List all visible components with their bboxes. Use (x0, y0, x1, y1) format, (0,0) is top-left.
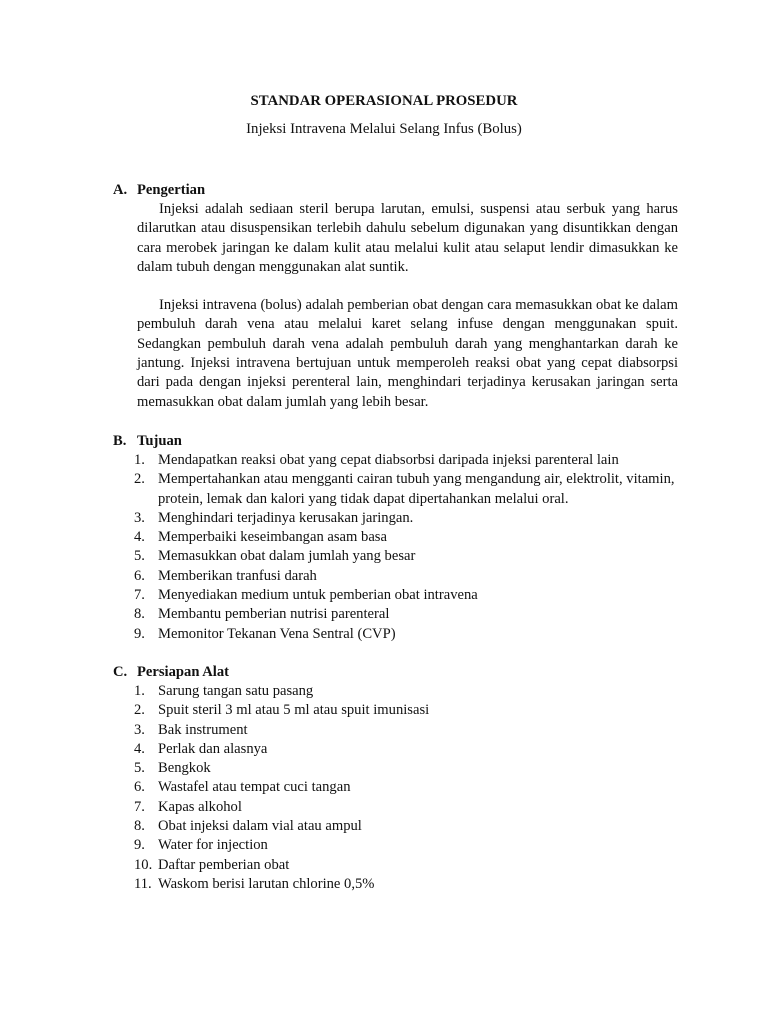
list-number: 7. (134, 587, 145, 604)
section-heading (113, 181, 678, 200)
list-text: Mendapatkan reaksi obat yang cepat diabsorbsi daripada injeksi parenteral lain (158, 452, 619, 468)
list-text: Waskom berisi larutan chlorine 0,5% (158, 875, 375, 892)
section-heading (113, 663, 678, 682)
list-number: 5. (134, 760, 145, 777)
section-title: Tujuan (137, 433, 182, 449)
section-letter: C. (113, 664, 128, 680)
list-text: Membantu pemberian nutrisi parenteral (158, 606, 390, 623)
list-number: 11. (134, 875, 152, 892)
list-item (113, 798, 678, 817)
list-item (113, 778, 678, 797)
section-persiapan-alat (113, 663, 678, 894)
list-number: 5. (134, 548, 145, 565)
list-number: 4. (134, 740, 145, 757)
list-number: 9. (134, 625, 145, 642)
list-number: 3. (134, 721, 145, 738)
list-text: Obat injeksi dalam vial atau ampul (158, 818, 362, 835)
list-number: 6. (134, 567, 145, 584)
list-item (113, 740, 678, 759)
list-item (113, 547, 678, 566)
list-number: 9. (134, 837, 145, 854)
list-number: 2. (134, 471, 145, 488)
list-item (113, 817, 678, 836)
list-number: 8. (134, 606, 145, 623)
list-item (113, 567, 678, 586)
list-item (113, 875, 678, 894)
list-item (113, 721, 678, 740)
list-number: 3. (134, 509, 145, 526)
list-text: Sarung tangan satu pasang (158, 683, 314, 699)
list-number: 7. (134, 798, 145, 815)
list-number: 8. (134, 818, 145, 835)
list-text: Mempertahankan atau mengganti cairan tubuh yang mengandung air, elektrolit, vitamin, protein, lemak dan kalori yang tidak dapat dipertahankan melalui oral. (158, 471, 675, 507)
list-text: Daftar pemberian obat (158, 856, 290, 873)
list-item (113, 836, 678, 855)
section-tujuan (113, 432, 678, 644)
list-text: Bengkok (158, 760, 211, 777)
tujuan-list (113, 451, 678, 644)
document-title: STANDAR OPERASIONAL PROSEDUR (250, 93, 518, 109)
paragraph: Injeksi adalah sediaan steril berupa larutan, emulsi, suspensi atau serbuk yang harus dilarutkan atau disuspensikan terlebih dahulu sebelum digunakan yang disuntikkan dengan cara merobek jaringan ke dalam kulit atau melalui kulit atau selaput lendir dimasukkan ke dalam tubuh dengan menggunakan alat suntik. (137, 201, 678, 275)
list-number: 1. (134, 683, 145, 699)
list-text: Memberikan tranfusi darah (158, 567, 317, 584)
list-text: Perlak dan alasnya (158, 740, 268, 757)
list-text: Kapas alkohol (158, 798, 242, 815)
list-text: Water for injection (158, 837, 268, 854)
list-number: 2. (134, 702, 145, 719)
list-text: Memasukkan obat dalam jumlah yang besar (158, 548, 416, 565)
section-letter: B. (113, 433, 127, 449)
list-item (113, 625, 678, 644)
paragraph: Injeksi intravena (bolus) adalah pemberian obat dengan cara memasukkan obat ke dalam pembuluh darah vena atau melalui karet selang infuse dengan menggunakan spuit. Sedangkan pembuluh darah vena adalah pembuluh darah yang menghantarkan darah ke jantung. Injeksi intravena bertujuan untuk memperoleh reaksi obat yang cepat diabsorpsi dari pada dengan injeksi perenteral lain, menghindari terjadinya kerusakan jaringan serta memasukkan obat dalam jumlah yang lebih besar. (137, 297, 678, 410)
section-title: Persiapan Alat (137, 664, 230, 680)
list-text: Menghindari terjadinya kerusakan jaringan. (158, 509, 414, 526)
list-text: Memperbaiki keseimbangan asam basa (158, 529, 387, 546)
list-text: Menyediakan medium untuk pemberian obat intravena (158, 587, 478, 604)
list-number: 6. (134, 779, 145, 796)
list-item (113, 470, 678, 509)
document-subtitle: Injeksi Intravena Melalui Selang Infus (Bolus) (246, 121, 522, 137)
persiapan-alat-list (113, 682, 678, 894)
list-number: 4. (134, 529, 145, 546)
list-item (113, 701, 678, 720)
list-number: 10. (134, 856, 153, 873)
list-item (113, 759, 678, 778)
list-item (113, 586, 678, 605)
list-item (113, 528, 678, 547)
section-pengertian (113, 181, 678, 412)
section-heading (113, 432, 678, 451)
list-text: Memonitor Tekanan Vena Sentral (CVP) (158, 625, 396, 642)
section-title: Pengertian (137, 182, 206, 198)
list-item (113, 856, 678, 875)
list-text: Bak instrument (158, 721, 248, 738)
list-item (113, 682, 678, 701)
list-text: Spuit steril 3 ml atau 5 ml atau spuit imunisasi (158, 702, 430, 719)
list-item (113, 451, 678, 470)
list-number: 1. (134, 452, 145, 468)
list-item (113, 509, 678, 528)
list-text: Wastafel atau tempat cuci tangan (158, 779, 351, 796)
section-letter: A. (113, 182, 128, 198)
list-item (113, 605, 678, 624)
